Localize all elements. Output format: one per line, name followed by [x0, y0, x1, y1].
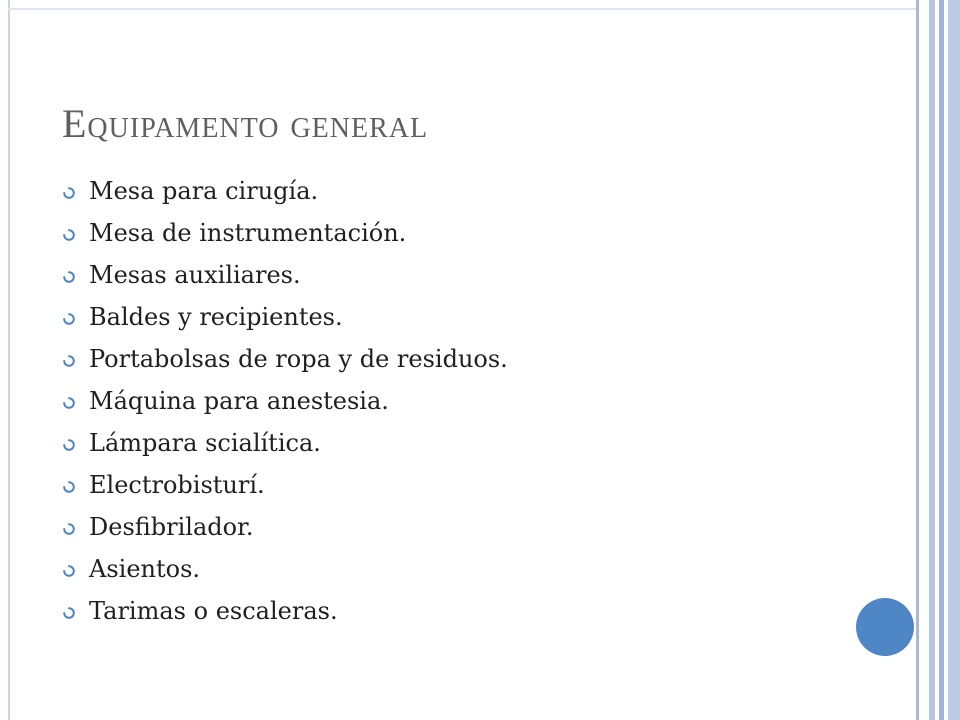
frame-line-left — [8, 0, 10, 720]
list-item-text: Mesa para cirugía. — [89, 177, 319, 205]
list-item-text: Mesas auxiliares. — [89, 261, 301, 289]
list-item-text: Mesa de instrumentación. — [89, 219, 407, 247]
list-item — [62, 170, 508, 212]
bullet-arc-icon — [62, 606, 76, 620]
bullet-arc-icon — [62, 186, 76, 200]
list-item — [62, 296, 508, 338]
list-item-text: Lámpara scialítica. — [89, 429, 321, 457]
bullet-arc-icon — [62, 396, 76, 410]
bullet-arc-icon — [62, 312, 76, 326]
list-item-text: Baldes y recipientes. — [89, 303, 343, 331]
stripe — [919, 0, 929, 720]
list-item-text: Asientos. — [89, 555, 201, 583]
bullet-arc-icon — [62, 438, 76, 452]
list-item — [62, 380, 508, 422]
stripe — [948, 0, 960, 720]
list-item — [62, 338, 508, 380]
bullet-arc-icon — [62, 480, 76, 494]
list-item — [62, 212, 508, 254]
bullet-arc-icon — [62, 270, 76, 284]
list-item — [62, 422, 508, 464]
list-item — [62, 506, 508, 548]
list-item-text: Tarimas o escaleras. — [89, 597, 338, 625]
decorative-circle — [856, 598, 914, 656]
frame-line-top — [8, 8, 918, 10]
list-item — [62, 590, 508, 632]
list-item-text: Desfibrilador. — [89, 513, 254, 541]
slide-title: Equipamento general — [62, 101, 429, 146]
list-item-text: Portabolsas de ropa y de residuos. — [89, 345, 508, 373]
bullet-list — [62, 170, 508, 632]
bullet-arc-icon — [62, 228, 76, 242]
list-item — [62, 254, 508, 296]
list-item-text: Electrobisturí. — [89, 471, 265, 499]
bullet-arc-icon — [62, 522, 76, 536]
bullet-arc-icon — [62, 354, 76, 368]
list-item — [62, 464, 508, 506]
list-item-text: Máquina para anestesia. — [89, 387, 389, 415]
decorative-stripe-band — [916, 0, 960, 720]
bullet-arc-icon — [62, 564, 76, 578]
list-item — [62, 548, 508, 590]
